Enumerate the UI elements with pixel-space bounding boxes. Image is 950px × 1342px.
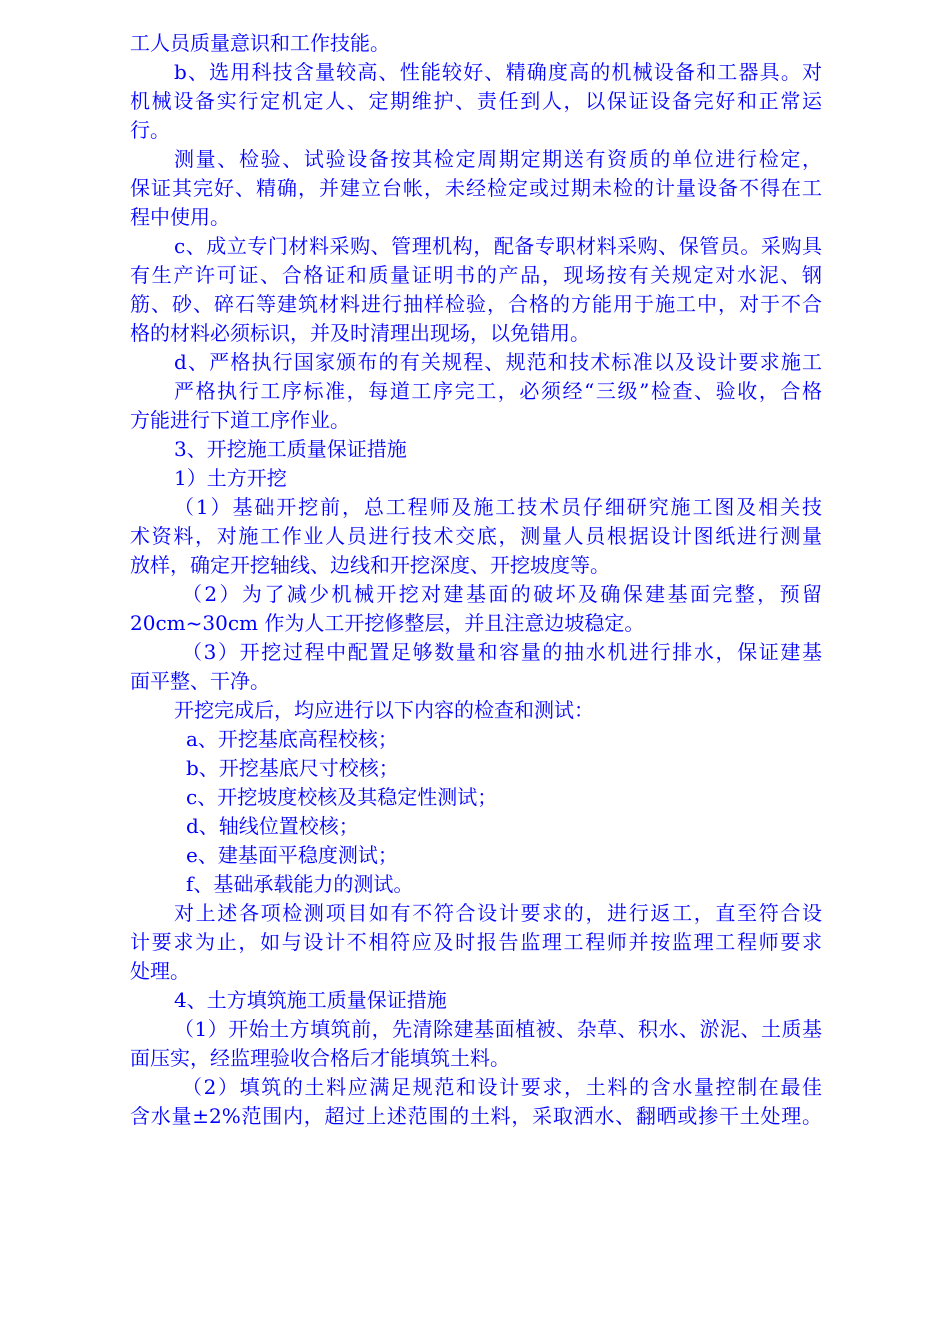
text-line-12: d、严格执行国家颁布的有关规程、规范和技术标准以及设计要求施工 xyxy=(174,350,822,374)
check-item-a: a、开挖基底高程校核； xyxy=(186,727,398,751)
subsection-heading-1: 1）土方开挖 xyxy=(174,466,287,490)
check-item-b: b、开挖基底尺寸校核； xyxy=(186,756,399,780)
text-line-31: 对上述各项检测项目如有不符合设计要求的，进行返工，直至符合设 xyxy=(174,901,822,925)
text-line-36: 面压实，经监理验收合格后才能填筑土料。 xyxy=(130,1046,510,1070)
text-line-6: 保证其完好、精确，并建立台帐，未经检定或过期未检的计量设备不得在工 xyxy=(130,176,822,200)
text-line-11: 格的材料必须标识，并及时清理出现场，以免错用。 xyxy=(130,321,590,345)
text-line-23: 面平整、干净。 xyxy=(130,669,270,693)
section-heading-3: 3、开挖施工质量保证措施 xyxy=(174,437,407,461)
text-line-9: 有生产许可证、合格证和质量证明书的产品，现场按有关规定对水泥、钢 xyxy=(130,263,822,287)
text-line-37: （2）填筑的土料应满足规范和设计要求，土料的含水量控制在最佳 xyxy=(182,1075,822,1099)
text-line-4: 行。 xyxy=(130,118,170,142)
text-line-14: 方能进行下道工序作业。 xyxy=(130,408,350,432)
section-heading-4: 4、土方填筑施工质量保证措施 xyxy=(174,988,447,1012)
text-line-17: （1）基础开挖前，总工程师及施工技术员仔细研究施工图及相关技 xyxy=(174,495,822,519)
text-line-19: 放样，确定开挖轴线、边线和开挖深度、开挖坡度等。 xyxy=(130,553,610,577)
text-line-32: 计要求为止，如与设计不相符应及时报告监理工程师并按监理工程师要求 xyxy=(130,930,822,954)
text-line-7: 程中使用。 xyxy=(130,205,230,229)
text-line-35: （1）开始土方填筑前，先清除建基面植被、杂草、积水、淤泥、土质基 xyxy=(174,1017,822,1041)
text-line-3: 机械设备实行定机定人、定期维护、责任到人，以保证设备完好和正常运 xyxy=(130,89,822,113)
text-line-5: 测量、检验、试验设备按其检定周期定期送有资质的单位进行检定， xyxy=(174,147,822,171)
text-line-1: 工人员质量意识和工作技能。 xyxy=(130,31,390,55)
text-line-33: 处理。 xyxy=(130,959,190,983)
check-item-c: c、开挖坡度校核及其稳定性测试； xyxy=(186,785,498,809)
document-body xyxy=(130,29,822,1131)
text-line-20: （2）为了减少机械开挖对建基面的破坏及确保建基面完整，预留 xyxy=(182,582,822,606)
text-line-18: 术资料，对施工作业人员进行技术交底，测量人员根据设计图纸进行测量 xyxy=(130,524,822,548)
text-line-22: （3）开挖过程中配置足够数量和容量的抽水机进行排水，保证建基 xyxy=(182,640,822,664)
check-item-f: f、基础承载能力的测试。 xyxy=(186,872,414,896)
text-line-13: 严格执行工序标准，每道工序完工，必须经“三级”检查、验收，合格 xyxy=(174,379,822,403)
text-line-21: 20cm~30cm 作为人工开挖修整层，并且注意边坡稳定。 xyxy=(130,611,645,635)
check-item-d: d、轴线位置校核； xyxy=(186,814,359,838)
text-line-38: 含水量±2%范围内，超过上述范围的土料，采取洒水、翻晒或掺干土处理。 xyxy=(130,1104,822,1128)
text-line-8: c、成立专门材料采购、管理机构，配备专职材料采购、保管员。采购具 xyxy=(174,234,822,258)
text-line-10: 筋、砂、碎石等建筑材料进行抽样检验，合格的方能用于施工中，对于不合 xyxy=(130,292,822,316)
check-item-e: e、建基面平稳度测试； xyxy=(186,843,398,867)
text-line-2: b、选用科技含量较高、性能较好、精确度高的机械设备和工器具。对 xyxy=(174,60,822,84)
text-line-24: 开挖完成后，均应进行以下内容的检查和测试： xyxy=(174,698,594,722)
